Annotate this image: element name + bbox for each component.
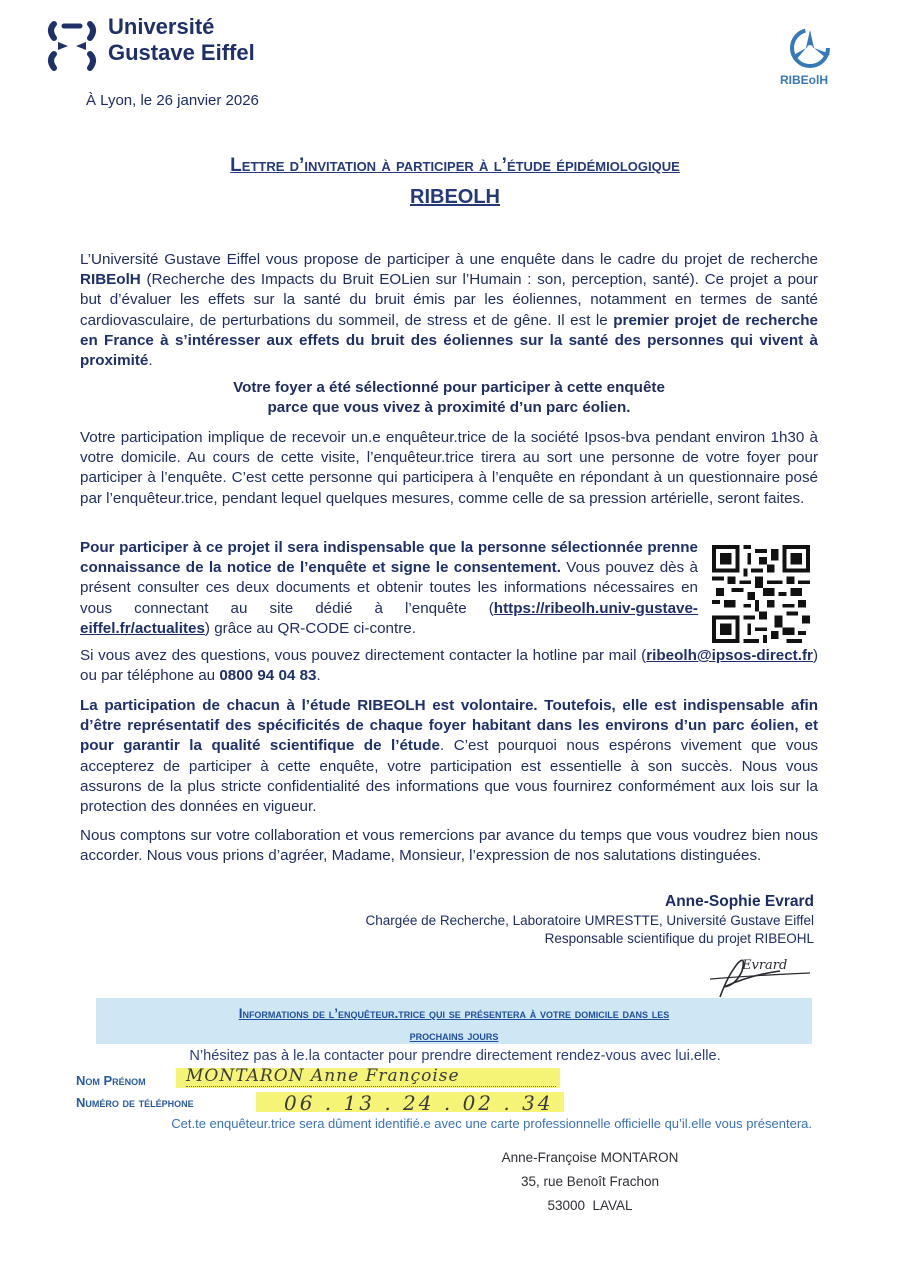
university-name-line2: Gustave Eiffel xyxy=(108,40,255,65)
study-website-link[interactable]: https://ribeolh.univ-gustave-eiffel.fr/actualites xyxy=(80,599,698,637)
letter-title-project: RIBEOLH xyxy=(410,186,500,208)
intro-paragraph xyxy=(80,250,818,371)
intro-project-name: RIBEolH xyxy=(80,271,141,289)
voluntary-paragraph xyxy=(80,696,818,817)
university-logo-icon xyxy=(44,16,100,72)
phone-field-label: Numéro de téléphone xyxy=(76,1095,194,1110)
intro-emphasis: premier projet de recherche en France à s’intéresser aux effets du bruit des éoliennes sur la santé des personnes qui vivent à proximité xyxy=(80,311,818,370)
voluntary-text: . C’est pourquoi nous espérons vivement que vous accepterez de participer à cette enquête, votre participation est essentielle à son succès. Nous vous assurons de la plus stricte confidentialité des informations que vous fournirez conformément aux lois sur la protection des données en vigueur. xyxy=(80,737,819,816)
hotline-text-3: . xyxy=(316,667,321,685)
recipient-name: Anne-Françoise MONTARON xyxy=(501,1150,679,1165)
interviewer-banner-text xyxy=(96,1003,812,1047)
intro-text-1: L’Université Gustave Eiffel vous propose de participer à une enquête dans le cadre du projet de recherche xyxy=(80,251,818,268)
closing-paragraph: Nous comptons sur votre collaboration et vous remercions par avance du temps que vous voudrez bien nous accorder. Nous vous prions d’agréer, Madame, Monsieur, l’expression de nos salutations distinguées. xyxy=(80,827,818,865)
hotline-phone: 0800 94 04 83 xyxy=(219,667,317,685)
banner-line1: Informations de l’enquêteur.trice qui se présentera à votre domicile dans les xyxy=(238,1006,670,1021)
voluntary-emphasis: La participation de chacun à l’étude RIBEOLH est volontaire. Toutefois, elle est indispensable afin d’être représentatif des spécificités de chaque foyer habitant dans les environs d’un parc éolien, et pour garantir la qualité scientifique de l’étude xyxy=(80,697,818,755)
letter-date: À Lyon, le 26 janvier 2026 xyxy=(86,92,259,109)
ribeolh-logo-label: RIBEolH xyxy=(780,73,828,87)
selection-statement xyxy=(80,378,818,418)
consent-paragraph xyxy=(80,538,698,639)
recipient-city: 53000 LAVAL xyxy=(547,1198,633,1213)
selection-line1: Votre foyer a été sélectionné pour participer à cette enquête xyxy=(233,379,665,396)
consent-text-1: Vous pouvez dès à présent consulter ces deux documents et obtenir toutes les informations nécessaires en vous connectant au site dédié à l’enquête ( xyxy=(80,559,698,617)
hotline-text-1: Si vous avez des questions, vous pouvez directement contacter la hotline par mail ( xyxy=(80,647,647,664)
consent-text-2: ) grâce au QR-CODE ci-contre. xyxy=(204,619,416,637)
selection-line2: parce que vous vivez à proximité d’un parc éolien. xyxy=(267,399,631,417)
identification-note: Cet.te enquêteur.trice sera dûment identifié.e avec une carte professionnelle officielle qu’il.elle vous présentera. xyxy=(171,1116,812,1131)
signatory-role: Chargée de Recherche, Laboratoire UMRESTTE, Université Gustave Eiffel xyxy=(365,913,814,928)
interviewer-name-value: MONTARON Anne Françoise xyxy=(186,1066,556,1087)
signatory-name: Anne-Sophie Evrard xyxy=(665,893,814,910)
university-name-line1: Université xyxy=(108,14,215,39)
hotline-text-2: ) ou par téléphone au xyxy=(80,647,818,685)
name-field-label: Nom Prénom xyxy=(76,1073,146,1088)
participation-paragraph: Votre participation implique de recevoir un.e enquêteur.trice de la société Ipsos-bva pendant environ 1h30 à votre domicile. Au cours de cette visite, l’enquêteur.trice tirera au sort une personne de votre foyer pour participer à l’enquête. C’est cette personne qui participera à l’enquête en répondant à un questionnaire posé par l’enquêteur.trice, pendant lequel quelques mesures, comme celle de sa pression artérielle, seront faites. xyxy=(80,429,818,507)
signatory-responsibility: Responsable scientifique du projet RIBEOHL xyxy=(544,931,814,946)
university-name xyxy=(108,14,255,66)
contact-hint: N’hésitez pas à le.la contacter pour prendre directement rendez-vous avec lui.elle. xyxy=(189,1048,721,1064)
intro-text-2: (Recherche des Impacts du Bruit EOLien sur l’Humain : son, perception, santé). Ce projet a pour but d’évaluer les effets sur la santé du bruit émis par les éoliennes, notamment en termes de santé cardiovasculaire, de perturbations du sommeil, de stress et de gêne. Il est le xyxy=(80,271,818,329)
ribeolh-logo-icon xyxy=(786,24,834,70)
hotline-paragraph xyxy=(80,646,818,686)
signature-scribble: Evrard xyxy=(742,958,788,973)
handwritten-signature xyxy=(680,945,820,1005)
intro-text-3: . xyxy=(148,352,153,370)
qr-code[interactable] xyxy=(712,545,810,643)
consent-emphasis: Pour participer à ce projet il sera indispensable que la personne sélectionnée prenne connaissance de la notice de l’enquête et signe le consentement. xyxy=(80,539,698,577)
interviewer-phone-value: 06 . 13 . 24 . 02 . 34 xyxy=(284,1091,554,1115)
recipient-street: 35, rue Benoît Frachon xyxy=(520,1174,660,1189)
hotline-email-link[interactable]: ribeolh@ipsos-direct.fr xyxy=(646,647,813,664)
letter-title: Lettre d’invitation à participer à l’étude épidémiologique xyxy=(230,155,680,176)
banner-line2: prochains jours xyxy=(409,1028,499,1043)
